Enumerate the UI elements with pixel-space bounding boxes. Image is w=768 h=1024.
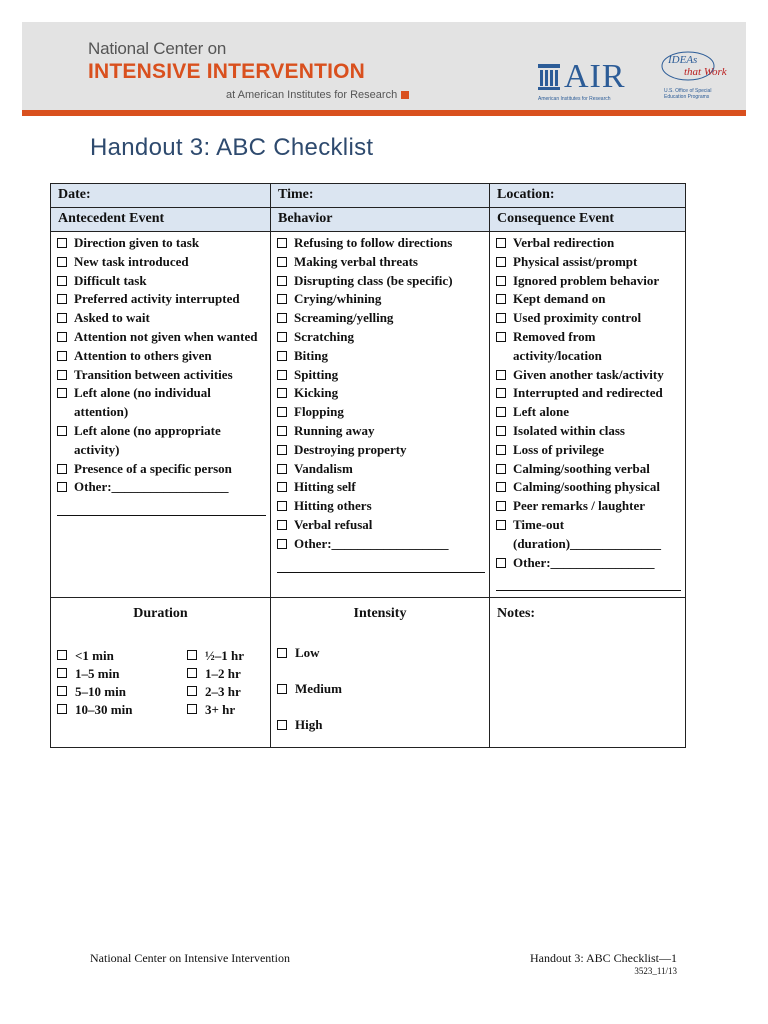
checkbox-icon[interactable] (277, 332, 287, 342)
checkbox-icon[interactable] (57, 482, 67, 492)
checkbox-icon[interactable] (57, 332, 67, 342)
intensity-section (270, 597, 490, 748)
checklist-item[interactable] (496, 403, 681, 422)
checklist-item-label: Verbal redirection (513, 235, 615, 250)
intensity-option[interactable] (275, 645, 320, 661)
checkbox-icon[interactable] (496, 332, 506, 342)
notes-title: Notes: (497, 606, 536, 621)
duration-option-label: <1 min (75, 648, 114, 663)
checkbox-icon[interactable] (496, 426, 506, 436)
checklist-item-label: Making verbal threats (294, 253, 418, 269)
checklist-item-label: Difficult task (74, 272, 147, 288)
checklist-item-label: Verbal refusal (294, 516, 373, 532)
checkbox-icon[interactable] (277, 407, 287, 417)
checklist-item-label: Transition between activities (74, 366, 233, 382)
checklist-item[interactable] (496, 234, 681, 253)
checklist-item[interactable] (496, 441, 681, 460)
checkbox-icon[interactable] (57, 370, 67, 380)
checklist-item[interactable] (496, 460, 681, 479)
checklist-item-label: Left alone (no appropriate activity) (74, 422, 221, 457)
checklist-item[interactable] (496, 384, 681, 403)
checklist-item[interactable] (496, 366, 681, 385)
time-header: Time: (270, 183, 490, 208)
checkbox-icon[interactable] (496, 464, 506, 474)
blank-write-line[interactable] (496, 573, 681, 591)
checkbox-icon[interactable] (187, 704, 197, 714)
checklist-item-label: Direction given to task (74, 235, 200, 250)
checkbox-icon[interactable] (277, 294, 287, 304)
intensity-title: Intensity (353, 606, 407, 621)
notes-section[interactable] (489, 597, 686, 748)
checklist-item[interactable] (496, 516, 681, 554)
checkbox-icon[interactable] (187, 668, 197, 678)
checkbox-icon[interactable] (277, 257, 287, 267)
checklist-item-label: Physical assist/prompt (513, 253, 638, 269)
abc-checklist-table (50, 183, 686, 748)
blank-write-line[interactable] (277, 555, 485, 573)
blank-write-line[interactable] (57, 498, 266, 516)
ideas-logo-subtitle: U.S. Office of Special Education Programs (664, 88, 712, 100)
checklist-item[interactable] (57, 366, 266, 385)
duration-option[interactable] (185, 683, 244, 701)
checklist-item[interactable] (57, 347, 266, 366)
date-header: Date: (50, 183, 271, 208)
behavior-header: Behavior (270, 207, 490, 232)
ideas-logo-line2: that Work (684, 66, 727, 78)
intensity-option-label: Medium (295, 681, 342, 696)
antecedent-list (50, 231, 271, 598)
checklist-item-label: Other:__________________ (74, 479, 229, 495)
checklist-item-label: Crying/whining (294, 291, 382, 307)
document-code: 3523_11/13 (634, 966, 677, 976)
checkbox-icon[interactable] (277, 426, 287, 436)
air-logo-text: AIR (564, 58, 626, 95)
checklist-item-label: Calming/soothing verbal (513, 460, 650, 476)
checkbox-icon[interactable] (57, 257, 67, 267)
checkbox-icon[interactable] (57, 686, 67, 696)
checklist-item[interactable] (496, 497, 681, 516)
checklist-item[interactable] (277, 478, 485, 497)
checkbox-icon[interactable] (496, 370, 506, 380)
checkbox-icon[interactable] (57, 668, 67, 678)
checklist-item[interactable] (277, 309, 485, 328)
page-title: Handout 3: ABC Checklist (90, 134, 374, 161)
checklist-item-label: New task introduced (74, 253, 189, 269)
checklist-item-label: Presence of a specific person (74, 460, 232, 476)
org-name-line2: INTENSIVE INTERVENTION (88, 60, 366, 83)
org-name-line3: at American Institutes for Research (226, 89, 409, 101)
checklist-item-label: Given another task/activity (513, 366, 664, 382)
checklist-item[interactable] (57, 478, 266, 497)
checklist-item[interactable] (57, 309, 266, 328)
checklist-item-label: Used proximity control (513, 310, 642, 326)
checklist-item-label: Hitting others (294, 498, 372, 514)
checklist-item[interactable] (277, 497, 485, 516)
intensity-option-label: High (295, 717, 323, 732)
intensity-option[interactable] (275, 717, 322, 733)
checkbox-icon[interactable] (57, 704, 67, 714)
checklist-item[interactable] (496, 422, 681, 441)
checklist-item-label: Biting (294, 347, 328, 363)
checklist-item-label: Left alone (no individual attention) (74, 385, 211, 420)
checklist-item-label: Other:__________________ (294, 535, 449, 551)
checklist-item[interactable] (496, 328, 681, 366)
checklist-item-label: Isolated within class (513, 422, 625, 438)
checklist-item[interactable] (496, 253, 681, 272)
location-header: Location: (489, 183, 686, 208)
duration-option-label: 1–5 min (75, 666, 120, 681)
checkbox-icon[interactable] (496, 445, 506, 455)
duration-option[interactable] (55, 665, 132, 683)
duration-option[interactable] (185, 647, 244, 665)
consequence-header: Consequence Event (489, 207, 686, 232)
checklist-item[interactable] (57, 234, 266, 253)
checklist-item-label: Interrupted and redirected (513, 385, 663, 401)
checklist-item-label: Screaming/yelling (294, 310, 394, 326)
duration-option-label: 1–2 hr (205, 666, 241, 681)
checkbox-icon[interactable] (277, 276, 287, 286)
checklist-item[interactable] (277, 460, 485, 479)
checklist-item-label: Spitting (294, 366, 339, 382)
checklist-item[interactable] (277, 347, 485, 366)
checklist-item-label: Other:________________ (513, 554, 655, 570)
duration-option-label: ½–1 hr (205, 648, 244, 663)
checklist-item[interactable] (277, 535, 485, 554)
checkbox-icon[interactable] (187, 650, 197, 660)
checkbox-icon[interactable] (57, 650, 67, 660)
checkbox-icon[interactable] (277, 501, 287, 511)
checklist-item[interactable] (277, 328, 485, 347)
checklist-item-label: Attention not given when wanted (74, 328, 258, 344)
checklist-item[interactable] (57, 460, 266, 479)
checkbox-icon[interactable] (496, 276, 506, 286)
checklist-item[interactable] (496, 272, 681, 291)
org-name-line1: National Center on (88, 39, 227, 58)
checklist-item-label: Attention to others given (74, 347, 212, 363)
ideas-that-work-logo (658, 50, 738, 110)
checkbox-icon[interactable] (277, 520, 287, 530)
duration-options-right (185, 647, 244, 719)
checklist-item[interactable] (496, 309, 681, 328)
duration-option[interactable] (185, 701, 244, 719)
checklist-item-label: Disrupting class (be specific) (294, 272, 453, 288)
checklist-item[interactable] (496, 478, 681, 497)
checklist-item[interactable] (277, 234, 485, 253)
checklist-item[interactable] (277, 441, 485, 460)
ideas-logo-line1: IDEAs (668, 54, 698, 66)
intensity-option[interactable] (275, 681, 342, 697)
checklist-item-label: Preferred activity interrupted (74, 291, 240, 307)
duration-option[interactable] (55, 683, 132, 701)
checklist-item[interactable] (57, 328, 266, 347)
duration-option-label: 3+ hr (205, 702, 236, 717)
checklist-item[interactable] (277, 422, 485, 441)
checkbox-icon[interactable] (57, 388, 67, 398)
checkbox-icon[interactable] (277, 648, 287, 658)
checkbox-icon[interactable] (496, 238, 506, 248)
checklist-item-label: Time-out (duration)______________ (513, 516, 662, 551)
checklist-item[interactable] (57, 290, 266, 309)
air-pillars-icon (538, 64, 560, 90)
checkbox-icon[interactable] (496, 313, 506, 323)
duration-option[interactable] (185, 665, 244, 683)
checkbox-icon[interactable] (57, 464, 67, 474)
checklist-item-label: Removed from activity/location (513, 328, 602, 363)
checkbox-icon[interactable] (277, 370, 287, 380)
air-logo (538, 60, 638, 104)
checkbox-icon[interactable] (277, 464, 287, 474)
checklist-item-label: Ignored problem behavior (513, 272, 660, 288)
antecedent-header: Antecedent Event (50, 207, 271, 232)
checkbox-icon[interactable] (57, 294, 67, 304)
behavior-list (270, 231, 490, 598)
consequence-list (489, 231, 686, 598)
checklist-item-label: Vandalism (294, 460, 353, 476)
checklist-item[interactable] (277, 290, 485, 309)
checklist-item[interactable] (277, 384, 485, 403)
checklist-item-label: Scratching (294, 328, 354, 344)
checklist-item[interactable] (277, 403, 485, 422)
duration-option-label: 10–30 min (75, 702, 133, 717)
checklist-item-label: Left alone (513, 404, 569, 420)
duration-section (50, 597, 271, 748)
checklist-item-label: Kept demand on (513, 291, 606, 307)
checkbox-icon[interactable] (496, 482, 506, 492)
checkbox-icon[interactable] (277, 313, 287, 323)
checklist-item-label: Hitting self (294, 479, 356, 495)
checklist-item-label: Running away (294, 422, 375, 438)
checklist-item[interactable] (57, 384, 266, 422)
checklist-item[interactable] (57, 422, 266, 460)
checkbox-icon[interactable] (496, 257, 506, 267)
checkbox-icon[interactable] (57, 313, 67, 323)
checkbox-icon[interactable] (57, 426, 67, 436)
checkbox-icon[interactable] (496, 520, 506, 530)
checkbox-icon[interactable] (277, 482, 287, 492)
checklist-item-label: Asked to wait (74, 310, 150, 326)
checklist-item-label: Kicking (294, 385, 339, 401)
intensity-option-label: Low (295, 645, 320, 660)
checklist-item-label: Refusing to follow directions (294, 235, 453, 250)
checklist-item[interactable] (277, 272, 485, 291)
checkbox-icon[interactable] (277, 351, 287, 361)
checklist-item[interactable] (277, 366, 485, 385)
checkbox-icon[interactable] (277, 684, 287, 694)
checkbox-icon[interactable] (277, 539, 287, 549)
checklist-item[interactable] (496, 554, 681, 573)
checklist-item[interactable] (277, 516, 485, 535)
checklist-item[interactable] (57, 272, 266, 291)
checkbox-icon[interactable] (57, 276, 67, 286)
checklist-item[interactable] (496, 290, 681, 309)
checklist-item-label: Flopping (294, 404, 344, 420)
checkbox-icon[interactable] (57, 351, 67, 361)
checkbox-icon[interactable] (496, 388, 506, 398)
checkbox-icon[interactable] (496, 501, 506, 511)
duration-option-label: 2–3 hr (205, 684, 241, 699)
checkbox-icon[interactable] (496, 558, 506, 568)
checklist-item[interactable] (57, 253, 266, 272)
duration-options-left (55, 647, 132, 719)
duration-option[interactable] (55, 701, 132, 719)
footer-right: Handout 3: ABC Checklist—1 (530, 951, 677, 965)
checkbox-icon[interactable] (277, 238, 287, 248)
checkbox-icon[interactable] (277, 445, 287, 455)
duration-option[interactable] (55, 647, 132, 665)
checklist-item-label: Destroying property (294, 441, 407, 457)
checkbox-icon[interactable] (187, 686, 197, 696)
checkbox-icon[interactable] (496, 407, 506, 417)
checklist-item-label: Loss of privilege (513, 441, 604, 457)
checklist-item-label: Peer remarks / laughter (513, 498, 646, 514)
header-banner (22, 22, 746, 116)
air-logo-subtitle: American Institutes for Research (538, 96, 611, 102)
duration-title: Duration (133, 606, 188, 621)
footer-left: National Center on Intensive Intervention (90, 951, 290, 965)
checklist-item[interactable] (277, 253, 485, 272)
checkbox-icon[interactable] (277, 388, 287, 398)
checkbox-icon[interactable] (57, 238, 67, 248)
checkbox-icon[interactable] (496, 294, 506, 304)
checkbox-icon[interactable] (277, 720, 287, 730)
duration-option-label: 5–10 min (75, 684, 126, 699)
checklist-item-label: Calming/soothing physical (513, 479, 661, 495)
